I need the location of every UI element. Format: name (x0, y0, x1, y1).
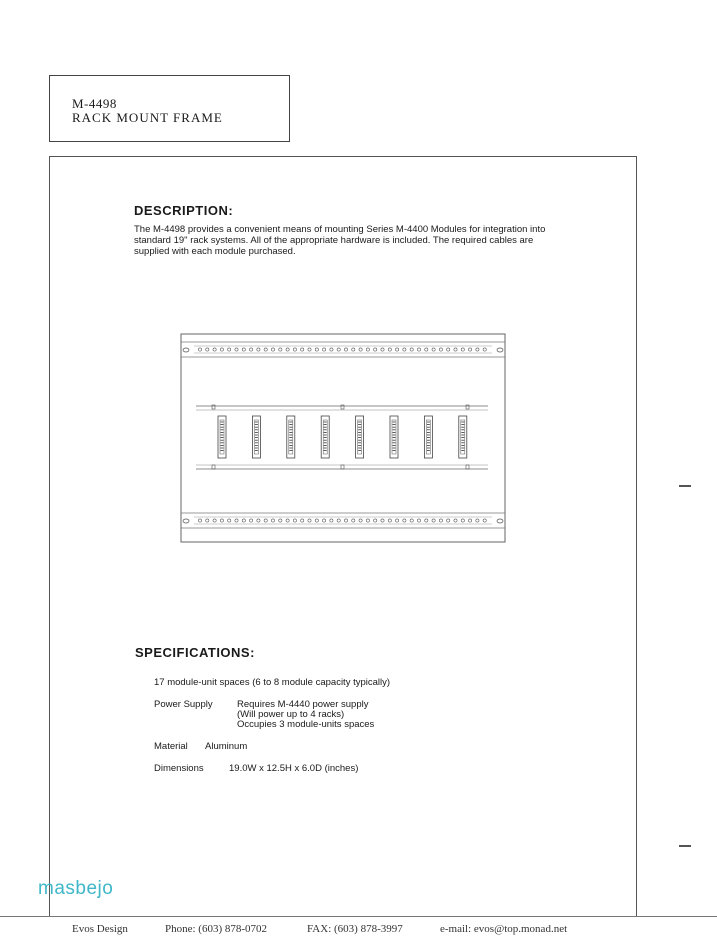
scan-mark (679, 485, 691, 487)
rail-hole (257, 348, 260, 351)
spec-power-supply-line: Occupies 3 module-units spaces (237, 719, 375, 730)
model-number: M-4498 (72, 96, 117, 111)
rail-hole (483, 519, 486, 522)
rail-hole (388, 348, 391, 351)
spec-capacity: 17 module-unit spaces (6 to 8 module capacity typically) (154, 677, 391, 688)
description-heading: DESCRIPTION: (134, 203, 234, 218)
rail-hole (432, 519, 435, 522)
rail-hole (388, 519, 391, 522)
rail-hole (439, 519, 442, 522)
module-connector (252, 416, 260, 458)
spec-dimensions-value: 19.0W x 12.5H x 6.0D (inches) (229, 763, 359, 774)
rail-hole (250, 519, 253, 522)
description-body: The M-4498 provides a convenient means of mounting Series M-4400 Modules for integration into standard 19" rack systems. All of the appropriate hardware is included. The required cables are supplied with each module purchased. (134, 224, 546, 257)
rail-hole (271, 348, 274, 351)
rail-hole (301, 348, 304, 351)
module-connector (424, 416, 432, 458)
rail-hole (410, 519, 413, 522)
rail-hole (264, 348, 267, 351)
rail-hole (447, 519, 450, 522)
rail-hole (323, 519, 326, 522)
rail-hole (469, 348, 472, 351)
module-connector (459, 416, 467, 458)
rail-hole (403, 348, 406, 351)
rail-hole (198, 348, 201, 351)
rail-hole (337, 519, 340, 522)
rail-hole (454, 348, 457, 351)
rail-hole (264, 519, 267, 522)
footer-email: e-mail: evos@top.monad.net (440, 923, 568, 935)
rail-hole (315, 348, 318, 351)
spec-power-supply-line: (Will power up to 4 racks) (237, 709, 345, 720)
specifications-heading: SPECIFICATIONS: (135, 645, 255, 660)
rail-hole (330, 519, 333, 522)
module-connector (321, 416, 329, 458)
rail-hole (220, 519, 223, 522)
rail-hole (220, 348, 223, 351)
rail-hole (228, 519, 231, 522)
rail-hole (425, 519, 428, 522)
rail-hole (483, 348, 486, 351)
rail-hole (315, 519, 318, 522)
rail-hole (410, 348, 413, 351)
title-box (49, 75, 290, 142)
watermark-logo: masbejo (38, 878, 114, 899)
rail-hole (213, 519, 216, 522)
spec-material-label: Material (154, 741, 188, 752)
rail-hole (323, 348, 326, 351)
rail-hole (417, 348, 420, 351)
footer-phone: Phone: (603) 878-0702 (165, 923, 268, 935)
module-connector (218, 416, 226, 458)
scan-mark (679, 845, 691, 847)
rail-hole (344, 348, 347, 351)
rail-hole (330, 348, 333, 351)
rail-hole (461, 519, 464, 522)
rail-hole (213, 348, 216, 351)
rail-hole (447, 348, 450, 351)
rail-hole (374, 348, 377, 351)
spec-dimensions-label: Dimensions (154, 763, 204, 774)
rail-hole (476, 348, 479, 351)
rail-hole (257, 519, 260, 522)
rail-hole (359, 519, 362, 522)
document-title: RACK MOUNT FRAME (72, 110, 223, 125)
rail-hole (271, 519, 274, 522)
spec-material-value: Aluminum (205, 741, 248, 752)
module-connector (390, 416, 398, 458)
rail-hole (417, 519, 420, 522)
rail-hole (396, 519, 399, 522)
rail-hole (381, 348, 384, 351)
rail-hole (352, 519, 355, 522)
frame-right-border (636, 156, 637, 916)
rail-hole (396, 348, 399, 351)
rail-hole (206, 519, 209, 522)
rail-hole (439, 348, 442, 351)
footer-fax: FAX: (603) 878-3997 (307, 923, 403, 935)
rail-hole (425, 348, 428, 351)
rail-hole (301, 519, 304, 522)
rail-hole (381, 519, 384, 522)
rail-hole (286, 348, 289, 351)
frame-left-border (49, 156, 50, 916)
rail-hole (293, 348, 296, 351)
rail-hole (293, 519, 296, 522)
rail-hole (476, 519, 479, 522)
footer-company: Evos Design (72, 923, 128, 935)
rail-hole (279, 519, 282, 522)
rail-hole (286, 519, 289, 522)
rail-hole (235, 519, 238, 522)
frame-top-border (49, 156, 637, 157)
rail-hole (279, 348, 282, 351)
rail-hole (432, 348, 435, 351)
rail-hole (469, 519, 472, 522)
module-connector (287, 416, 295, 458)
rail-hole (344, 519, 347, 522)
rail-hole (374, 519, 377, 522)
rail-hole (242, 519, 245, 522)
spec-power-supply-line: Requires M-4440 power supply (237, 699, 369, 710)
rail-hole (359, 348, 362, 351)
rail-hole (228, 348, 231, 351)
rail-hole (198, 519, 201, 522)
rail-hole (308, 519, 311, 522)
rail-hole (461, 348, 464, 351)
rail-hole (242, 348, 245, 351)
rail-hole (235, 348, 238, 351)
rail-hole (366, 519, 369, 522)
rail-hole (308, 348, 311, 351)
rail-hole (337, 348, 340, 351)
rack-frame-diagram (178, 328, 508, 548)
rail-hole (352, 348, 355, 351)
spec-power-supply-label: Power Supply (154, 699, 213, 710)
rail-hole (366, 348, 369, 351)
rail-hole (403, 519, 406, 522)
rail-hole (250, 348, 253, 351)
rail-hole (454, 519, 457, 522)
footer-divider (0, 916, 717, 917)
rail-hole (206, 348, 209, 351)
module-connector (356, 416, 364, 458)
